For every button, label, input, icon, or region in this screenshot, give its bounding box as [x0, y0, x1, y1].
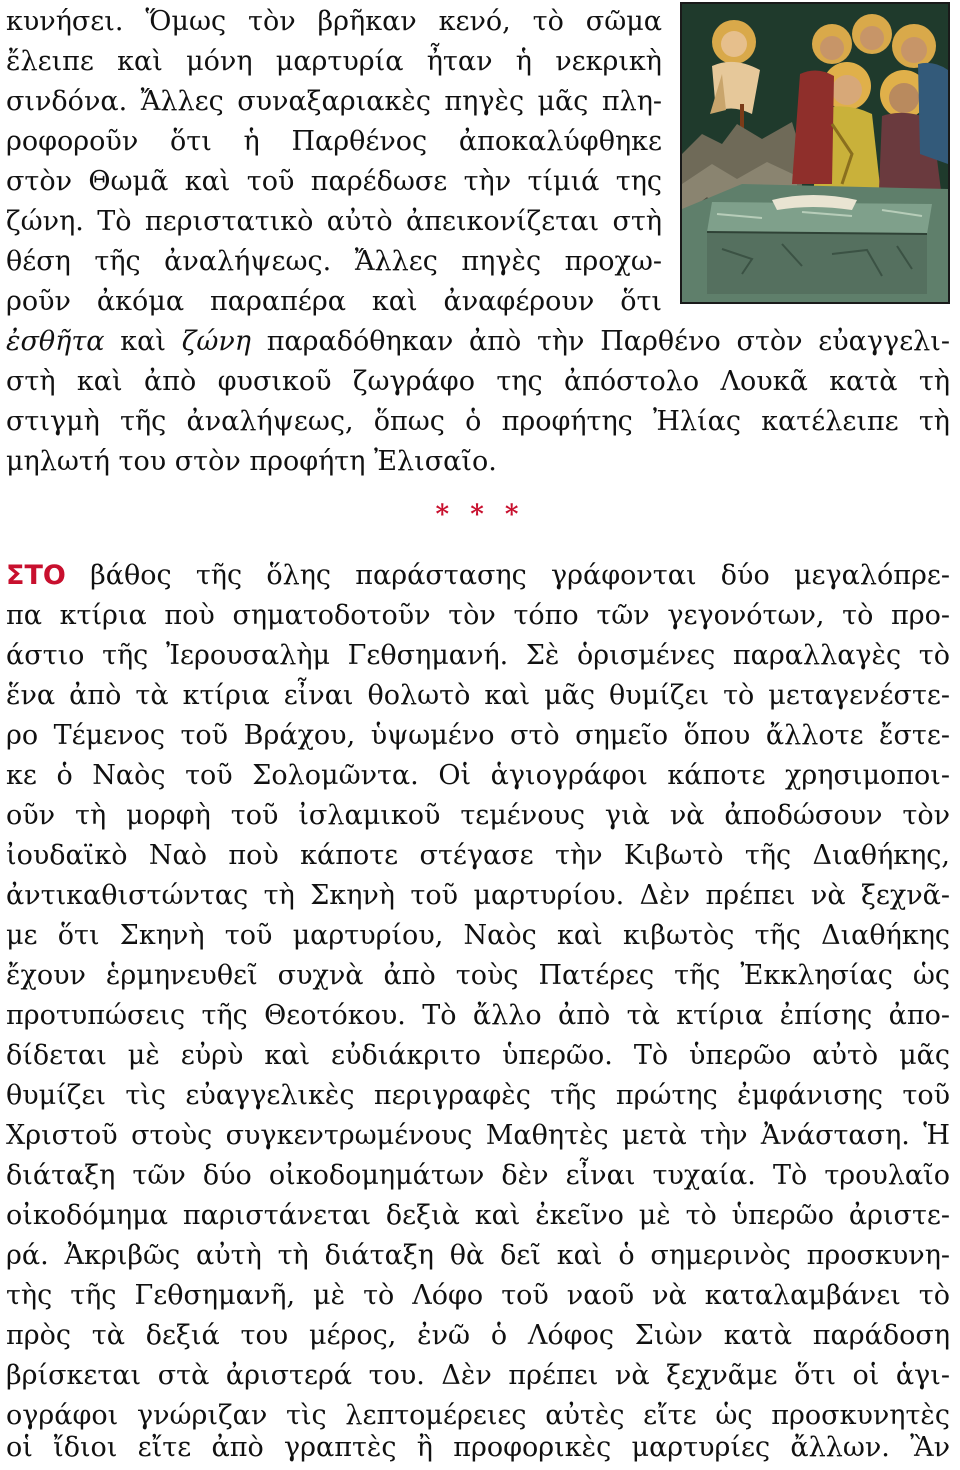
text-line: ἕνα ἀπὸ τὰ κτίρια εἶναι θολωτὸ καὶ μᾶς θυμίζει τὸ μεταγενέστε-: [6, 680, 950, 711]
text-fragment: παραδόθηκαν ἀπὸ τὴν Παρθένο στὸν εὐαγγελι-: [250, 326, 950, 357]
text-line: άστιο τῆς Ἰερουσαλὴμ Γεθσημανή. Σὲ ὁρισμένες παραλλαγὲς τὸ: [6, 640, 950, 671]
section-separator: * * *: [435, 500, 525, 530]
section-first-line: [6, 556, 950, 596]
text-line: στιγμὴ τῆς ἀναλήψεως, ὅπως ὁ προφήτης Ἠλίας κατέλειπε τὴ: [6, 406, 950, 437]
text-line: τὴς τῆς Γεθσημανῆ, μὲ τὸ Λόφο τοῦ ναοῦ νὰ καταλαμβάνει τὸ: [6, 1280, 950, 1311]
text-line: κυνήσει. Ὅμως τὸν βρῆκαν κενό, τὸ σῶμα: [6, 6, 662, 37]
text-line: ρά. Ἀκριβῶς αὐτὴ τὴ διάταξη θὰ δεῖ καὶ ὁ σημερινὸς προσκυνη-: [6, 1240, 950, 1271]
text-line: στὸν Θωμᾶ καὶ τοῦ παρέδωσε τὴν τίμιά της: [6, 166, 662, 197]
text-line: οἰκοδόμημα παριστάνεται δεξιὰ καὶ ἐκεῖνο μὲ τὸ ὑπερῶο ἀριστε-: [6, 1200, 950, 1231]
emphasis-text: ζώνη: [181, 326, 251, 357]
apostles-tomb-illustration: [682, 4, 948, 302]
text-line: ογράφοι γνώριζαν τὶς λεπτομέρειες αὐτὲς εἴτε ὡς προσκυνητὲς: [6, 1400, 950, 1431]
icon-painting: [680, 2, 950, 304]
text-line: με ὅτι Σκηνὴ τοῦ μαρτυρίου, Ναὸς καὶ κιβωτὸς τῆς Διαθήκης: [6, 920, 950, 951]
text-line: ἔλειπε καὶ μόνη μαρτυρία ἦταν ἡ νεκρικὴ: [6, 46, 662, 77]
text-line: διάταξη τῶν δύο οἰκοδομημάτων δὲν εἶναι τυχαία. Τὸ τρουλαῖο: [6, 1160, 950, 1191]
text-line: στὴ καὶ ἀπὸ φυσικοῦ ζωγράφο της ἀπόστολο Λουκᾶ κατὰ τὴ: [6, 366, 950, 397]
text-line: Χριστοῦ στοὺς συγκεντρωμένους Μαθητὲς μετὰ τὴν Ἀνάσταση. Ἡ: [6, 1120, 950, 1151]
text-fragment: καὶ: [104, 326, 182, 357]
text-line: οἱ ἴδιοι εἴτε ἀπὸ γραπτὲς ἢ προφορικὲς μαρτυρίες ἄλλων. Ἂν: [6, 1432, 950, 1463]
text-line: δίδεται μὲ εὐρὺ καὶ εὐδιάκριτο ὑπερῶο. Τὸ ὑπερῶο αὐτὸ μᾶς: [6, 1040, 950, 1071]
text-line: ροῦν ἀκόμα παραπέρα καὶ ἀναφέρουν ὅτι: [6, 286, 662, 317]
text-line: ροφοροῦν ὅτι ἡ Παρθένος ἀποκαλύφθηκε: [6, 126, 662, 157]
text-line: ἰουδαϊκὸ Ναὸ ποὺ κάποτε στέγασε τὴν Κιβωτὸ τῆς Διαθήκης,: [6, 840, 950, 871]
text-line: πρὸς τὰ δεξιά του μέρος, ἐνῶ ὁ Λόφος Σιὼν κατὰ παράδοση: [6, 1320, 950, 1351]
text-line: πα κτίρια ποὺ σηματοδοτοῦν τὸν τόπο τῶν γεγονότων, τὸ προ-: [6, 600, 950, 631]
text-line: προτυπώσεις τῆς Θεοτόκου. Τὸ ἄλλο ἀπὸ τὰ κτίρια ἐπίσης ἀπο-: [6, 1000, 950, 1031]
text-line: κε ὁ Ναὸς τοῦ Σολομῶντα. Οἱ ἁγιογράφοι κάποτε χρησιμοποι-: [6, 760, 950, 791]
text-line: μηλωτή του στὸν προφήτη Ἐλισαῖο.: [6, 446, 497, 477]
text-line-with-emphasis: [6, 322, 950, 362]
text-line: σινδόνα. Ἄλλες συναξαριακὲς πηγὲς μᾶς πλη-: [6, 86, 662, 117]
drop-lead-word: ΣΤΟ: [6, 560, 66, 591]
text-line: ἀντικαθιστώντας τὴ Σκηνὴ τοῦ μαρτυρίου. Δὲν πρέπει νὰ ξεχνᾶ-: [6, 880, 950, 911]
text-line: οῦν τὴ μορφὴ τοῦ ἰσλαμικοῦ τεμένους γιὰ νὰ ἀποδώσουν τὸν: [6, 800, 950, 831]
text-line: θυμίζει τὶς εὐαγγελικὲς περιγραφὲς τῆς πρώτης ἐμφάνισης τοῦ: [6, 1080, 950, 1111]
text-line: ρο Τέμενος τοῦ Βράχου, ὑψωμένο στὸ σημεῖο ὅπου ἄλλοτε ἔστε-: [6, 720, 950, 751]
text-line: βρίσκεται στὰ ἀριστερά του. Δὲν πρέπει νὰ ξεχνᾶμε ὅτι οἱ ἁγι-: [6, 1360, 950, 1391]
text-line: θέση τῆς ἀναλήψεως. Ἄλλες πηγὲς προχω-: [6, 246, 662, 277]
text-line: ἔχουν ἑρμηνευθεῖ συχνὰ ἀπὸ τοὺς Πατέρες τῆς Ἐκκλησίας ὡς: [6, 960, 950, 991]
text-fragment: βάθος τῆς ὅλης παράστασης γράφονται δύο μεγαλόπρε-: [65, 560, 950, 591]
text-line: ζώνη. Τὸ περιστατικὸ αὐτὸ ἀπεικονίζεται στὴ: [6, 206, 662, 237]
emphasis-text: ἐσθῆτα: [6, 326, 105, 357]
